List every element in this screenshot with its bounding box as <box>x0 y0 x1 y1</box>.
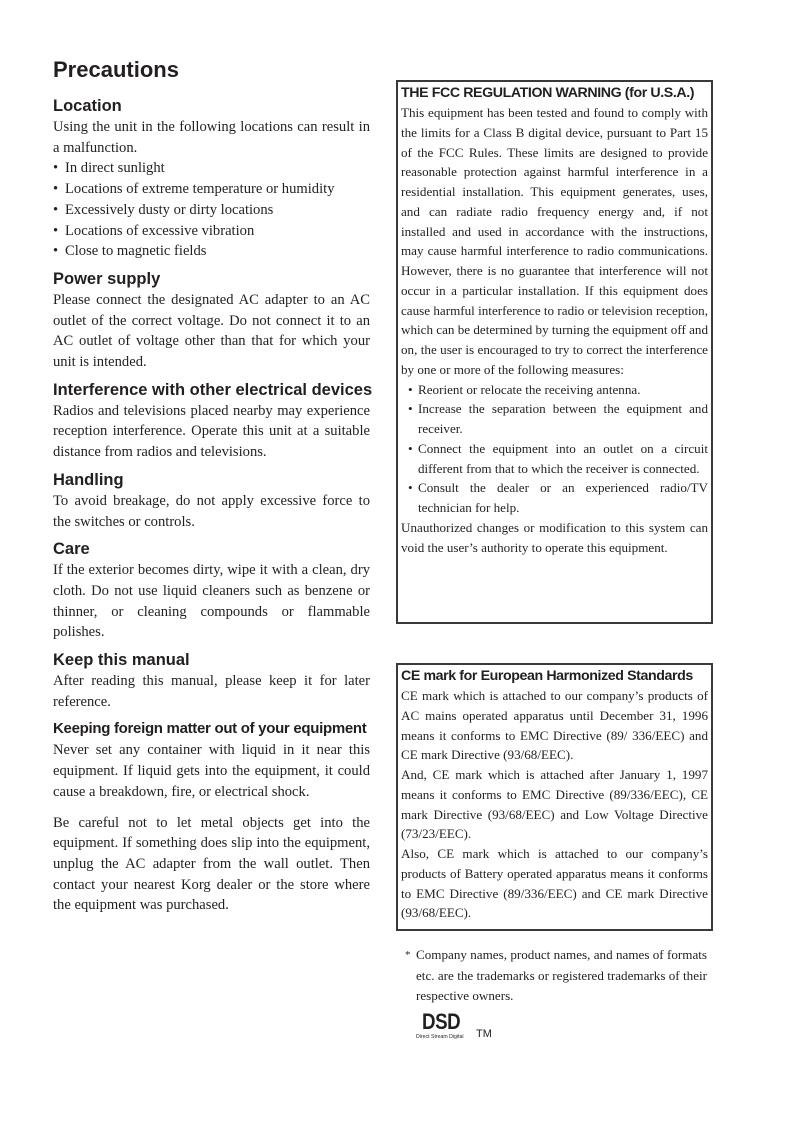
ce-mark-text-1: CE mark which is attached to our company’s products of AC mains operated apparatus until December 31, 1996 means it conforms to EMC Directive (89/ 336/EEC) and CE mark Directive (93/68/EEC). <box>401 688 708 763</box>
ce-mark-box <box>396 663 713 931</box>
handling-text: To avoid breakage, do not apply excessive force to the switches or controls. <box>53 492 370 530</box>
foreign-matter-text-2: Be careful not to let metal objects get into the equipment. If something does slip into the equipment, unplug the AC adapter from the wall outlet. Then contact your nearest Korg dealer or the store where the equipment was purchased. <box>53 814 370 914</box>
section-handling <box>53 469 370 532</box>
dsd-logo-mark: DSD <box>422 1009 461 1034</box>
section-foreign-matter <box>53 718 370 916</box>
power-supply-heading: Power supply <box>53 269 161 288</box>
section-care <box>53 538 370 643</box>
trademark-footnote-text: Company names, product names, and names of formats etc. are the trademarks or registered trademarks of their respective owners. <box>416 947 707 1003</box>
section-power-supply <box>53 268 370 373</box>
care-heading: Care <box>53 540 90 559</box>
section-interference <box>53 379 373 463</box>
keep-manual-text: After reading this manual, please keep it for later reference. <box>53 673 370 710</box>
fcc-warning-text: This equipment has been tested and found to comply with the limits for a Class B digital device, pursuant to Part 15 of the FCC Rules. These limits are designed to provide reasonable protection against harmful interference in a residential installation. This equipment generates, uses, and can radiate radio frequency energy and, if not installed and used in accordance with the instructions, may cause harmful interference to radio communications. However, there is no guarantee that interference will not occur in a particular installation. If this equipment does cause harmful interference to radio or television reception, which can be determined by turning the equipment off and on, the user is encouraged to try to correct the interference by one or more of the following measures: <box>401 105 709 377</box>
keep-manual-heading: Keep this manual <box>53 651 190 670</box>
list-item: • Increase the separation between the equipment and receiver. <box>418 399 708 439</box>
trademark-icon: TM <box>476 1028 492 1040</box>
fcc-warning-box <box>396 80 713 624</box>
list-item: • Reorient or relocate the receiving antenna. <box>418 380 708 400</box>
list-item: • Locations of excessive vibration <box>53 221 370 242</box>
trademark-footnote <box>405 945 707 1007</box>
power-supply-text: Please connect the designated AC adapter to an AC outlet of the correct voltage. Do not connect it to an AC outlet of voltage other than that for which your unit is intended. <box>53 291 370 371</box>
list-item: • Close to magnetic fields <box>53 241 370 262</box>
care-text: If the exterior becomes dirty, wipe it with a clean, dry cloth. Do not use liquid cleaners such as benzene or thinner, or cleaning compounds or flammable polishes. <box>53 562 370 641</box>
interference-text: Radios and televisions placed nearby may experience reception interference. Operate this unit at a suitable distance from radios and televisions. <box>53 402 370 461</box>
dsd-logo <box>416 1010 506 1044</box>
fcc-closing-text: Unauthorized changes or modification to this system can void the user’s authority to operate this equipment. <box>401 519 708 555</box>
location-intro: Using the unit in the following locations can result in a malfunction. <box>53 119 370 156</box>
ce-mark-text-2: And, CE mark which is attached after January 1, 1997 means it conforms to EMC Directive (89/336/EEC), CE mark Directive (93/68/EEC) and Low Voltage Directive (73/23/EEC). <box>401 767 708 842</box>
handling-heading: Handling <box>53 470 124 489</box>
list-item: • Locations of extreme temperature or humidity <box>53 179 370 200</box>
foreign-matter-heading: Keeping foreign matter out of your equipment <box>53 720 367 738</box>
interference-heading: Interference with other electrical devices <box>53 380 373 399</box>
fcc-measures-list <box>398 380 711 518</box>
location-heading: Location <box>53 97 122 115</box>
list-item: • In direct sunlight <box>53 158 370 179</box>
section-keep-manual <box>53 649 370 712</box>
dsd-logo-subtitle: Direct Stream Digital <box>416 1034 464 1040</box>
list-item: • Excessively dusty or dirty locations <box>53 200 370 221</box>
asterisk-icon: * <box>405 949 411 961</box>
paragraph-gap <box>53 803 370 813</box>
left-column <box>53 95 373 922</box>
page-title: Precautions <box>53 57 179 82</box>
section-location <box>53 95 370 262</box>
list-item: • Consult the dealer or an experienced radio/TV technician for help. <box>418 478 708 518</box>
list-item: • Connect the equipment into an outlet on a circuit different from that to which the receiver is connected. <box>418 439 708 479</box>
fcc-warning-title: THE FCC REGULATION WARNING (for U.S.A.) <box>401 85 695 101</box>
ce-mark-text-3: Also, CE mark which is attached to our company’s products of Battery operated apparatus means it conforms to EMC Directive (89/336/EEC) and CE mark Directive (93/68/EEC). <box>401 846 708 921</box>
ce-mark-title: CE mark for European Harmonized Standards <box>401 668 693 684</box>
location-bullet-list <box>53 158 370 262</box>
foreign-matter-text-1: Never set any container with liquid in it near this equipment. If liquid gets into the equipment, it could cause a breakdown, fire, or electrical shock. <box>53 742 370 800</box>
